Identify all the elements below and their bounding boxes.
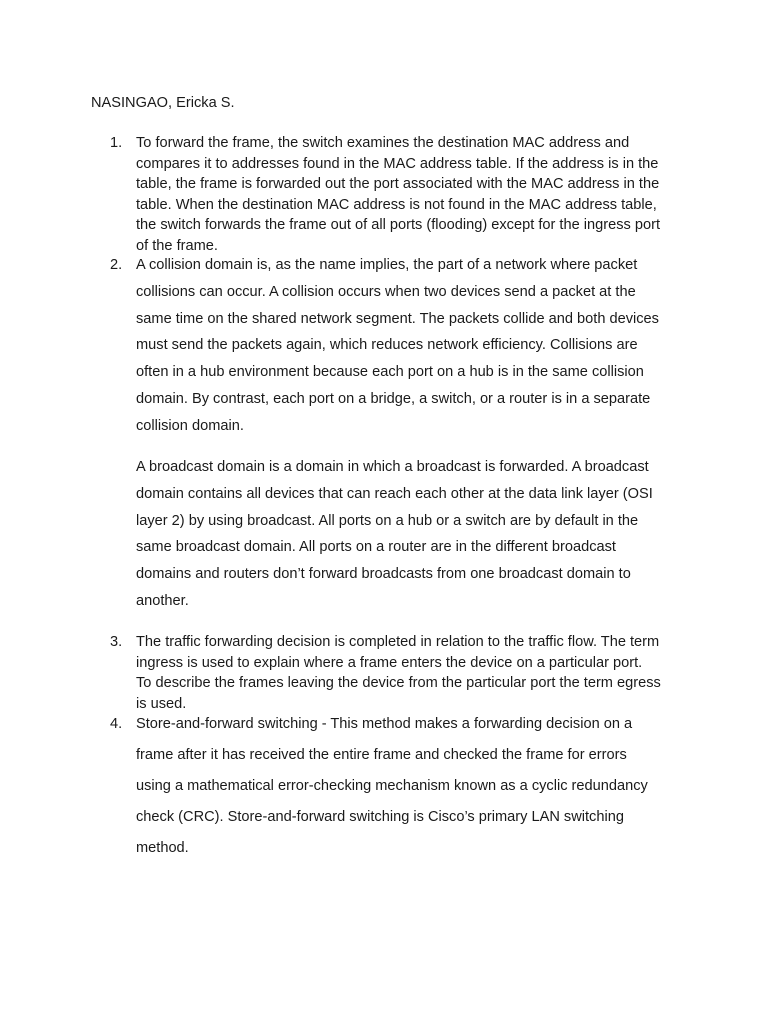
list-item-3 bbox=[110, 632, 685, 714]
text-line: To forward the frame, the switch examines the destination MAC address and bbox=[136, 135, 630, 151]
text-line: compares it to addresses found in the MAC address table. If the address is in the bbox=[136, 155, 659, 172]
list-item-body bbox=[136, 252, 685, 440]
text-line: To describe the frames leaving the device from the particular port the term egress bbox=[136, 675, 661, 691]
list-item-body bbox=[136, 454, 685, 615]
text-line: Store-and-forward switching - This method makes a forwarding decision on a bbox=[136, 716, 633, 732]
list-item-number: 1. bbox=[110, 135, 123, 151]
text-line: frame after it has received the entire frame and checked the frame for errors bbox=[136, 747, 627, 763]
list-item-body bbox=[136, 632, 685, 714]
text-line: must send the packets again, which reduces network efficiency. Collisions are bbox=[136, 337, 638, 354]
list-item-4 bbox=[110, 709, 685, 864]
list-item-2-continuation bbox=[110, 454, 685, 615]
text-line: The traffic forwarding decision is completed in relation to the traffic flow. The term bbox=[136, 634, 660, 650]
list-item-2 bbox=[110, 252, 685, 440]
text-line: of the frame. bbox=[136, 237, 218, 254]
paragraph bbox=[136, 252, 685, 440]
list-item-body bbox=[136, 709, 685, 864]
paragraph bbox=[136, 709, 685, 864]
text-line: another. bbox=[136, 592, 189, 609]
paragraph bbox=[136, 133, 685, 256]
text-line: A broadcast domain is a domain in which a broadcast is forwarded. A broadcast bbox=[136, 459, 649, 475]
text-line: ingress is used to explain where a frame enters the device on a particular port. bbox=[136, 654, 643, 671]
list-item-number: 4. bbox=[110, 716, 123, 732]
text-line: is used. bbox=[136, 695, 187, 712]
text-line: A collision domain is, as the name implies, the part of a network where packet bbox=[136, 257, 638, 273]
text-line: table, the frame is forwarded out the port associated with the MAC address in the bbox=[136, 176, 660, 192]
list-item-1 bbox=[110, 133, 685, 256]
text-line: check (CRC). Store-and-forward switching is Cisco’s primary LAN switching bbox=[136, 809, 624, 825]
text-line: domains and routers don’t forward broadcasts from one broadcast domain to bbox=[136, 566, 631, 583]
text-line: domain contains all devices that can reach each other at the data link layer (OSI bbox=[136, 485, 653, 502]
text-line: same broadcast domain. All ports on a router are in the different broadcast bbox=[136, 539, 616, 556]
text-line: table. When the destination MAC address is not found in the MAC address table, bbox=[136, 196, 657, 213]
author-name: NASINGAO, Ericka S. bbox=[91, 95, 235, 111]
text-line: layer 2) by using broadcast. All ports on a hub or a switch are by default in the bbox=[136, 512, 639, 529]
list-item-number: 3. bbox=[110, 634, 123, 650]
text-line: same time on the shared network segment. The packets collide and both devices bbox=[136, 310, 659, 327]
paragraph bbox=[136, 454, 685, 615]
list-item-body bbox=[136, 133, 685, 256]
list-item-number: 2. bbox=[110, 257, 123, 273]
paragraph bbox=[136, 632, 685, 714]
text-line: domain. By contrast, each port on a bridge, a switch, or a router is in a separate bbox=[136, 390, 651, 407]
text-line: collisions can occur. A collision occurs when two devices send a packet at the bbox=[136, 283, 636, 300]
text-line: the switch forwards the frame out of all ports (flooding) except for the ingress port bbox=[136, 217, 660, 233]
text-line: often in a hub environment because each port on a hub is in the same collision bbox=[136, 364, 644, 381]
text-line: collision domain. bbox=[136, 417, 244, 434]
text-line: using a mathematical error-checking mechanism known as a cyclic redundancy bbox=[136, 778, 648, 794]
text-line: method. bbox=[136, 840, 189, 856]
